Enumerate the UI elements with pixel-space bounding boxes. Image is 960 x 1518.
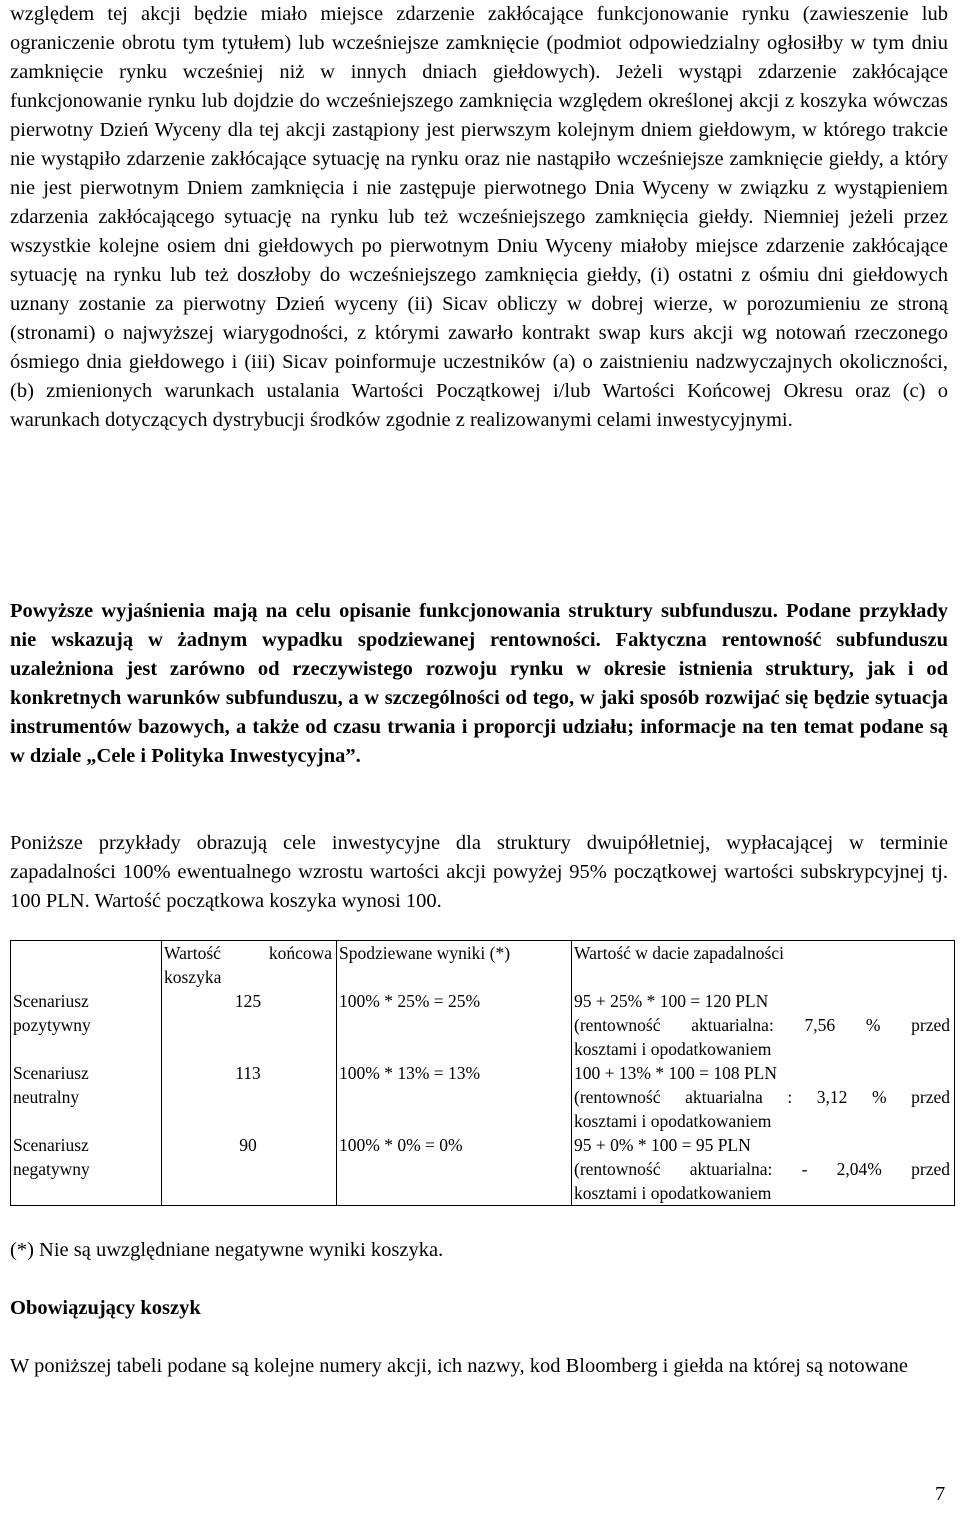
final-value-cell: 113 — [162, 1061, 337, 1133]
table-header-row — [11, 941, 955, 990]
table-footnote: (*) Nie są uwzględniane negatywne wyniki koszyka. — [10, 1239, 444, 1261]
final-value-cell: 125 — [162, 989, 337, 1061]
paragraph-examples-intro: Poniższe przykłady obrazują cele inwestycyjne dla struktury dwuipółletniej, wypłacającej w terminie zapadalności 100% ewentualnego wzrostu wartości akcji powyżej 95% początkowej wartości subskrypcyjnej tj. 100 PLN. Wartość początkowa koszyka wynosi 100. — [10, 832, 948, 912]
scenario-table — [10, 940, 955, 1206]
header-final-value-text: Wartość końcowa koszyka — [164, 943, 332, 987]
maturity-cell — [572, 1061, 955, 1133]
table-row — [11, 1133, 955, 1206]
table-row — [11, 1061, 955, 1133]
scenario-label: Scenariusz pozytywny — [11, 989, 162, 1061]
maturity-yield: (rentowność aktuarialna: - 2,04% przed — [574, 1159, 950, 1179]
section-subheading: Obowiązujący koszyk — [10, 1297, 201, 1319]
maturity-yield: (rentowność aktuarialna: 7,56 % przed — [574, 1015, 950, 1035]
maturity-amount: 100 + 13% * 100 = 108 PLN — [574, 1063, 778, 1083]
expected-cell: 100% * 13% = 13% — [337, 1061, 572, 1133]
header-cell-maturity: Wartość w dacie zapadalności — [572, 941, 955, 990]
final-value-cell: 90 — [162, 1133, 337, 1206]
header-cell-expected: Spodziewane wyniki (*) — [337, 941, 572, 990]
scenario-label: Scenariusz neutralny — [11, 1061, 162, 1133]
maturity-note: kosztami i opodatkowaniem — [574, 1183, 772, 1203]
maturity-amount: 95 + 25% * 100 = 120 PLN — [574, 991, 769, 1011]
header-cell-final-value — [162, 941, 337, 990]
scenario-label: Scenariusz negatywny — [11, 1133, 162, 1206]
maturity-note: kosztami i opodatkowaniem — [574, 1039, 772, 1059]
maturity-yield: (rentowność aktuarialna : 3,12 % przed — [574, 1087, 950, 1107]
header-cell-empty — [11, 941, 162, 990]
paragraph-basket-intro: W poniższej tabeli podane są kolejne numery akcji, ich nazwy, kod Bloomberg i giełda na której są notowane — [10, 1355, 908, 1377]
maturity-cell — [572, 1133, 955, 1206]
maturity-amount: 95 + 0% * 100 = 95 PLN — [574, 1135, 751, 1155]
page-number: 7 — [935, 1483, 946, 1505]
paragraph-market-disruption: względem tej akcji będzie miało miejsce zdarzenie zakłócające funkcjonowanie rynku (zawieszenie lub ograniczenie obrotu tym tytułem) lub wcześniejsze zamknięcie (podmiot odpowiedzialny ogłosiłby w tym dniu zamknięcie rynku wcześniej niż w innych dniach giełdowych). Jeżeli wystąpi zdarzenie zakłócające funkcjonowanie rynku lub dojdzie do wcześniejszego zamknięcia względem określonej akcji z koszyka wówczas pierwotny Dzień Wyceny dla tej akcji zastąpiony jest pierwszym kolejnym dniem giełdowym, w którego trakcie nie wystąpiło zdarzenie zakłócające sytuację na rynku oraz nie nastąpiło wcześniejsze zamknięcie giełdy, a który nie jest pierwotnym Dniem zamknięcia i nie zastępuje pierwotnego Dnia Wyceny w związku z wystąpieniem zdarzenia zakłócającego sytuację na rynku lub też wcześniejszego zamknięcia giełdy. Niemniej jeżeli przez wszystkie kolejne osiem dni giełdowych po pierwotnym Dniu Wyceny miałoby miejsce zdarzenie zakłócające sytuację na rynku lub też doszłoby do wcześniejszego zamknięcia giełdy, (i) ostatni z ośmiu dni giełdowych uznany zostanie za pierwotny Dzień wyceny (ii) Sicav obliczy w dobrej wierze, w porozumieniu ze stroną (stronami) o najwyższej wiarygodności, z którymi zawarło kontrakt swap kurs akcji wg notowań rzeczonego ósmiego dnia giełdowego i (iii) Sicav poinformuje uczestników (a) o zaistnieniu nadzwyczajnych okoliczności, (b) zmienionych warunkach ustalania Wartości Początkowej i/lub Wartości Końcowej Okresu oraz (c) o warunkach dotyczących dystrybucji środków zgodnie z realizowanymi celami inwestycyjnymi. — [10, 3, 948, 431]
maturity-note: kosztami i opodatkowaniem — [574, 1111, 772, 1131]
expected-cell: 100% * 0% = 0% — [337, 1133, 572, 1206]
expected-cell: 100% * 25% = 25% — [337, 989, 572, 1061]
maturity-cell — [572, 989, 955, 1061]
table-row — [11, 989, 955, 1061]
paragraph-disclaimer-bold: Powyższe wyjaśnienia mają na celu opisanie funkcjonowania struktury subfunduszu. Podane przykłady nie wskazują w żadnym wypadku spodziewanej rentowności. Faktyczna rentowność subfunduszu uzależniona jest zarówno od rzeczywistego rozwoju rynku w okresie istnienia struktury, jak i od konkretnych warunków subfunduszu, a w szczególności od tego, w jaki sposób rozwijać się będzie sytuacja instrumentów bazowych, a także od czasu trwania i proporcji udziału; informacje na ten temat podane są w dziale „Cele i Polityka Inwestycyjna”. — [10, 600, 948, 767]
